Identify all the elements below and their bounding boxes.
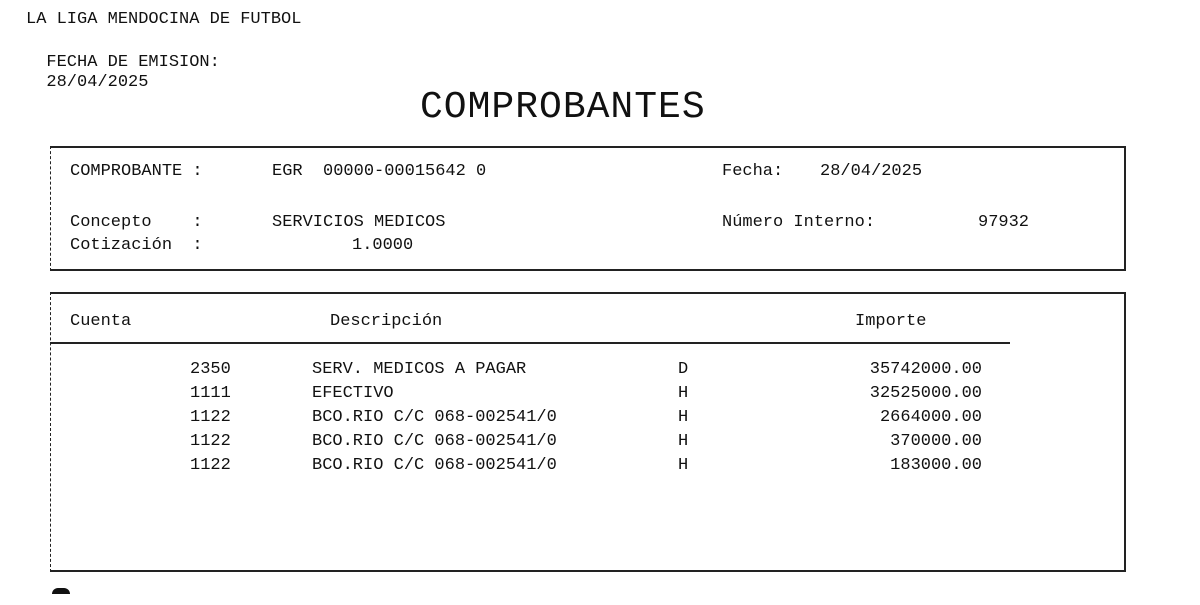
- column-header-cuenta: Cuenta: [70, 312, 132, 331]
- cell-descripcion: EFECTIVO: [312, 384, 394, 403]
- comprobante-label: COMPROBANTE :: [70, 162, 203, 181]
- cell-descripcion: BCO.RIO C/C 068-002541/0: [312, 432, 557, 451]
- numero-interno-label: Número Interno:: [722, 213, 876, 232]
- cell-descripcion: BCO.RIO C/C 068-002541/0: [312, 456, 557, 475]
- cell-importe: 32525000.00: [869, 384, 982, 403]
- cell-debe-haber: H: [678, 384, 689, 403]
- concepto-label: Concepto :: [70, 213, 203, 232]
- concepto-value: SERVICIOS MEDICOS: [272, 213, 446, 232]
- cell-importe: 2664000.00: [879, 408, 982, 427]
- cell-debe-haber: D: [678, 360, 689, 379]
- cell-debe-haber: H: [678, 456, 689, 475]
- cell-cuenta: 2350: [190, 360, 231, 379]
- emission-date-line: [26, 33, 220, 93]
- cell-cuenta: 1122: [190, 456, 231, 475]
- fecha-value: 28/04/2025: [820, 162, 923, 181]
- cell-cuenta: 1122: [190, 432, 231, 451]
- cell-importe: 35742000.00: [869, 360, 982, 379]
- fecha-label: Fecha:: [722, 162, 784, 181]
- cell-debe-haber: H: [678, 432, 689, 451]
- table-row: [0, 357, 1200, 382]
- voucher-info-box: [50, 146, 1126, 271]
- table-row: [0, 381, 1200, 406]
- organization-name: LA LIGA MENDOCINA DE FUTBOL: [26, 10, 302, 29]
- cell-cuenta: 1122: [190, 408, 231, 427]
- cell-importe: 183000.00: [890, 456, 982, 475]
- emission-date-label: FECHA DE EMISION:: [46, 53, 220, 72]
- cell-descripcion: SERV. MEDICOS A PAGAR: [312, 360, 527, 379]
- header-separator: [50, 342, 1010, 344]
- page-title: COMPROBANTES: [420, 86, 706, 129]
- column-header-descripcion: Descripción: [330, 312, 443, 331]
- cell-descripcion: BCO.RIO C/C 068-002541/0: [312, 408, 557, 427]
- column-header-importe: Importe: [855, 312, 927, 331]
- cell-importe: 370000.00: [890, 432, 982, 451]
- comprobante-value: EGR 00000-00015642 0: [272, 162, 487, 181]
- table-row: [0, 453, 1200, 478]
- table-row: [0, 405, 1200, 430]
- numero-interno-value: 97932: [978, 213, 1030, 232]
- table-row: [0, 429, 1200, 454]
- emission-date-value: 28/04/2025: [46, 73, 149, 92]
- cotizacion-value: 1.0000: [352, 236, 414, 255]
- print-artifact-mark: [52, 588, 70, 594]
- cotizacion-label: Cotización :: [70, 236, 203, 255]
- cell-cuenta: 1111: [190, 384, 231, 403]
- cell-debe-haber: H: [678, 408, 689, 427]
